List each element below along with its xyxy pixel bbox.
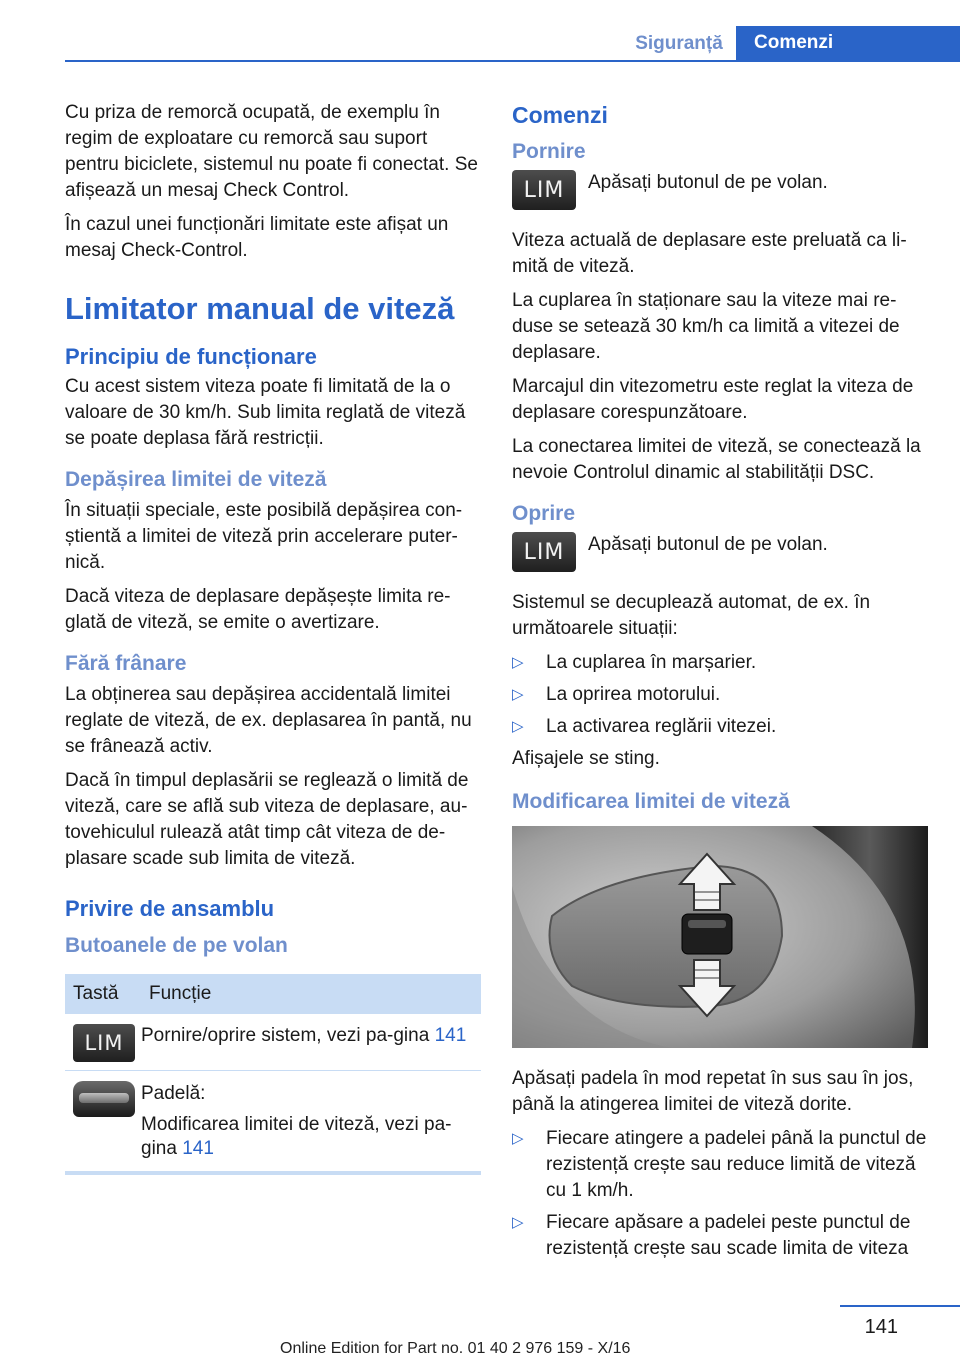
start-key-row [512,170,928,210]
tab-comenzi[interactable]: Comenzi [736,26,960,62]
nobrake-paragraph-1: La obținerea sau depășirea accidentală limitei reglate de viteză, de ex. deplasarea în pantă, nu se frânează activ. [65,684,472,757]
paddle-icon [73,1081,135,1117]
stop-paragraph-2: Afișajele se sting. [512,748,660,769]
modify-list [512,1126,928,1262]
table-header-function: Funcție [141,974,481,1014]
triangle-bullet-icon: ▷ [512,718,524,735]
table-row [65,1071,481,1174]
steering-wheel-image [512,826,928,1048]
footer-rule [840,1305,960,1307]
triangle-bullet-icon: ▷ [512,686,524,703]
start-paragraph-2: La cuplarea în staționare sau la viteze mai re-duse se setează 30 km/h ca limită a vitezei de deplasare. [512,290,900,363]
exceed-paragraph-1: În situații speciale, este posibilă depășirea con-știentă a limitei de viteză prin accelerare puter-nică. [65,500,463,573]
list-item: ▷ Fiecare atingere a padelei până la punctul de rezistență crește sau reduce limită de viteză cu 1 km/h. [512,1128,927,1201]
steering-paddle-illustration [512,826,928,1048]
start-paragraph-4: La conectarea limitei de viteză, se conectează la nevoie Controlul dinamic al stabilității DSC. [512,436,921,483]
lim-button-icon: LIM [512,170,576,210]
modify-heading: Modificarea limitei de viteză [512,790,790,813]
intro-paragraph-1: Cu priza de remorcă ocupată, de exemplu în regim de exploatare cu remorcă sau suport pentru biciclete, sistemul nu poate fi conectat. Se afișează un mesaj Check Control. [65,102,478,201]
stop-heading: Oprire [512,502,576,525]
exceed-heading: Depășirea limitei de viteză [65,468,327,491]
lim-button-icon: LIM [73,1024,135,1062]
triangle-bullet-icon: ▷ [512,1130,524,1147]
nobrake-paragraph-2: Dacă în timpul deplasării se reglează o limită de viteză, care se află sub viteza de deplasare, au-tovehiculul rulează atât timp cât viteza de de-plasare scade sub limita de viteză. [65,770,469,869]
row2-label: Padelă: [141,1083,206,1104]
start-key-text: Apăsați butonul de pe volan. [588,172,828,193]
triangle-bullet-icon: ▷ [512,1214,524,1231]
start-paragraph-1: Viteza actuală de deplasare este preluată ca li-mită de viteză. [512,230,907,277]
left-column [65,100,481,1175]
list-item: ▷ Fiecare apăsare a padelei peste punctul de rezistență crește sau scade limita de viteza [512,1212,911,1259]
buttons-heading: Butoanele de pe volan [65,934,288,957]
nobrake-heading: Fără frânare [65,652,187,675]
buttons-table [65,974,481,1175]
row1-text: Pornire/oprire sistem, vezi pa-gina [141,1025,435,1046]
page-link-141[interactable]: 141 [182,1138,214,1159]
principle-text: Cu acest sistem viteza poate fi limitată de la o valoare de 30 km/h. Sub limita reglată de viteză se poate deplasa fără restricții. [65,376,466,449]
start-paragraph-3: Marcajul din vitezometru este reglat la viteza de deplasare corespunzătoare. [512,376,914,423]
exceed-paragraph-2: Dacă viteza de deplasare depășește limita re-glată de viteză, se emite o avertizare. [65,586,451,633]
principle-heading: Principiu de funcționare [65,344,317,369]
page-link-141[interactable]: 141 [434,1025,467,1046]
table-header-key: Tastă [65,974,141,1014]
edition-footer: Online Edition for Part no. 01 40 2 976 159 - X/16 [280,1340,631,1357]
overview-heading: Privire de ansamblu [65,896,275,921]
list-item: ▷ La cuplarea în marșarier. [512,650,928,676]
list-item: ▷ La oprirea motorului. [512,682,928,708]
triangle-bullet-icon: ▷ [512,654,524,671]
page-number: 141 [864,1316,898,1338]
stop-paragraph-1: Sistemul se decuplează automat, de ex. în următoarele situații: [512,592,871,639]
modify-paragraph-1: Apăsați padela în mod repetat în sus sau în jos, până la atingerea limitei de viteză dorite. [512,1068,914,1115]
lim-button-icon: LIM [512,532,576,572]
header-rule [65,60,960,62]
table-row [65,1014,481,1071]
section-title: Limitator manual de viteză [65,291,455,326]
stop-list [512,650,928,740]
right-column [512,100,928,1268]
stop-key-text: Apăsați butonul de pe volan. [588,534,828,555]
row2-text: Modificarea limitei de viteză, vezi pa-gina [141,1114,452,1159]
start-heading: Pornire [512,140,586,163]
intro-paragraph-2: În cazul unei funcționări limitate este afișat un mesaj Check-Control. [65,214,449,261]
tab-siguranta[interactable]: Siguranță [635,33,723,54]
stop-key-row [512,532,928,572]
commands-heading: Comenzi [512,102,608,128]
list-item: ▷ La activarea reglării vitezei. [512,714,928,740]
